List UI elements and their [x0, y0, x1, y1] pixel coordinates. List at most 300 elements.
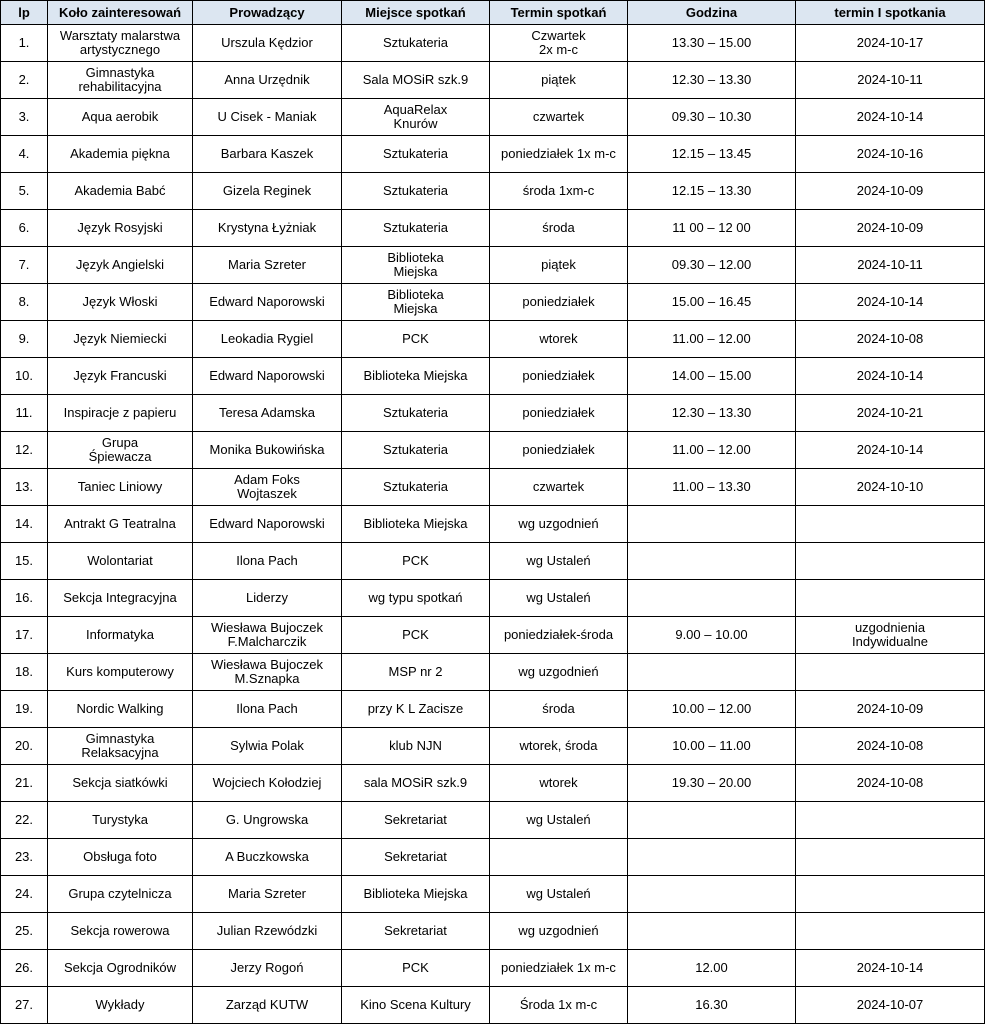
cell-group [48, 728, 193, 765]
cell-lp-text: 24. [14, 886, 34, 901]
cell-lp-text: 25. [14, 923, 34, 938]
cell-first-meeting [796, 580, 985, 617]
header-first-meeting: termin I spotkania [796, 1, 985, 25]
cell-hours-text: 11.00 – 12.00 [672, 442, 751, 457]
cell-lp [1, 802, 48, 839]
cell-schedule [490, 580, 628, 617]
cell-hours [628, 802, 796, 839]
cell-place [342, 543, 490, 580]
cell-group-text: Gimnastyka Relaksacyjna [81, 731, 159, 760]
cell-place-text: Sztukateria [382, 442, 449, 457]
cell-leader [193, 321, 342, 358]
cell-first-meeting [796, 136, 985, 173]
cell-lp-text: 12. [14, 442, 34, 457]
cell-place [342, 728, 490, 765]
cell-schedule [490, 839, 628, 876]
header-leader: Prowadzący [193, 1, 342, 25]
table-row [1, 654, 985, 691]
cell-lp-text: 8. [18, 294, 30, 309]
cell-first-meeting [796, 25, 985, 62]
cell-first-meeting-text: 2024-10-08 [856, 775, 924, 790]
cell-group [48, 654, 193, 691]
table-row [1, 99, 985, 136]
cell-first-meeting [796, 247, 985, 284]
table-row [1, 469, 985, 506]
cell-hours-text: 13.30 – 15.00 [671, 35, 752, 50]
cell-leader [193, 506, 342, 543]
cell-place [342, 25, 490, 62]
cell-schedule [490, 691, 628, 728]
cell-first-meeting-text: 2024-10-11 [857, 257, 923, 272]
cell-lp-text: 14. [14, 516, 34, 531]
cell-first-meeting [796, 321, 985, 358]
cell-place [342, 469, 490, 506]
table-row [1, 432, 985, 469]
cell-leader [193, 469, 342, 506]
cell-schedule [490, 987, 628, 1024]
cell-place [342, 691, 490, 728]
cell-group-text: Sekcja Integracyjna [63, 590, 177, 605]
cell-group [48, 173, 193, 210]
cell-leader-text: Edward Naporowski [209, 294, 325, 309]
cell-schedule-text: czwartek [532, 109, 585, 124]
cell-lp-text: 17. [14, 627, 34, 642]
cell-lp [1, 728, 48, 765]
cell-group-text: Grupa Śpiewacza [88, 435, 152, 464]
cell-place-text: PCK [402, 553, 429, 568]
cell-group [48, 395, 193, 432]
cell-schedule-text: poniedziałek-środa [503, 627, 614, 642]
table-row [1, 247, 985, 284]
cell-first-meeting-text: 2024-10-10 [856, 479, 924, 494]
cell-group [48, 913, 193, 950]
cell-leader-text: Teresa Adamska [218, 405, 316, 420]
cell-group-text: Taniec Liniowy [77, 479, 163, 494]
cell-hours-text: 12.00 [695, 960, 728, 975]
cell-leader [193, 25, 342, 62]
table-row [1, 62, 985, 99]
cell-hours-text: 11 00 – 12 00 [672, 220, 751, 235]
cell-lp [1, 62, 48, 99]
cell-first-meeting [796, 358, 985, 395]
cell-schedule [490, 247, 628, 284]
cell-place [342, 210, 490, 247]
cell-place-text: Biblioteka Miejska [363, 516, 468, 531]
cell-hours-text: 12.15 – 13.30 [671, 183, 752, 198]
cell-first-meeting-text: 2024-10-09 [856, 183, 924, 198]
cell-leader-text: Adam Foks Wojtaszek [234, 472, 300, 501]
cell-leader-text: Urszula Kędzior [221, 35, 313, 50]
cell-first-meeting-text: 2024-10-11 [857, 72, 923, 87]
cell-group-text: Gimnastyka rehabilitacyjna [78, 65, 162, 94]
cell-first-meeting [796, 62, 985, 99]
cell-place-text: wg typu spotkań [368, 590, 463, 605]
cell-hours [628, 247, 796, 284]
cell-lp [1, 321, 48, 358]
table-row [1, 765, 985, 802]
cell-lp [1, 432, 48, 469]
cell-group-text: Nordic Walking [76, 701, 164, 716]
cell-leader-text: Edward Naporowski [209, 516, 325, 531]
table-row [1, 210, 985, 247]
cell-group [48, 469, 193, 506]
cell-lp [1, 617, 48, 654]
cell-lp-text: 4. [18, 146, 30, 161]
cell-leader-text: Anna Urzędnik [224, 72, 310, 87]
cell-leader-text: A Buczkowska [225, 849, 309, 864]
cell-hours-text: 10.00 – 11.00 [672, 738, 751, 753]
cell-group [48, 802, 193, 839]
cell-group [48, 284, 193, 321]
cell-lp [1, 136, 48, 173]
cell-group-text: Obsługa foto [83, 849, 157, 864]
cell-place [342, 506, 490, 543]
cell-group [48, 136, 193, 173]
cell-lp-text: 23. [14, 849, 34, 864]
cell-place [342, 580, 490, 617]
cell-hours [628, 876, 796, 913]
cell-lp [1, 950, 48, 987]
cell-schedule [490, 469, 628, 506]
cell-hours-text: 12.15 – 13.45 [671, 146, 752, 161]
cell-group [48, 839, 193, 876]
cell-first-meeting [796, 654, 985, 691]
cell-group [48, 25, 193, 62]
cell-place [342, 136, 490, 173]
cell-group [48, 506, 193, 543]
cell-hours [628, 469, 796, 506]
cell-group-text: Kurs komputerowy [66, 664, 174, 679]
cell-schedule-text: wtorek [539, 775, 578, 790]
cell-place [342, 432, 490, 469]
cell-leader-text: G. Ungrowska [225, 812, 309, 827]
cell-hours [628, 284, 796, 321]
cell-leader-text: Ilona Pach [236, 701, 298, 716]
table-row [1, 284, 985, 321]
cell-hours-text: 11.00 – 13.30 [672, 479, 751, 494]
cell-group-text: Turystyka [92, 812, 148, 827]
cell-hours [628, 765, 796, 802]
cell-group [48, 987, 193, 1024]
cell-leader [193, 284, 342, 321]
cell-leader-text: Wiesława Bujoczek F.Malcharczik [211, 620, 323, 649]
cell-lp [1, 99, 48, 136]
cell-hours [628, 691, 796, 728]
cell-place-text: sala MOSiR szk.9 [363, 775, 468, 790]
cell-hours [628, 654, 796, 691]
cell-place-text: Biblioteka Miejska [387, 287, 444, 316]
cell-hours [628, 617, 796, 654]
cell-hours-text: 9.00 – 10.00 [675, 627, 748, 642]
cell-hours [628, 136, 796, 173]
cell-leader [193, 765, 342, 802]
cell-hours [628, 25, 796, 62]
cell-hours-text: 11.00 – 12.00 [672, 331, 751, 346]
cell-place-text: klub NJN [389, 738, 442, 753]
cell-leader-text: Barbara Kaszek [220, 146, 314, 161]
cell-first-meeting-text: 2024-10-14 [856, 442, 924, 457]
cell-schedule-text: poniedziałek [522, 405, 595, 420]
cell-group-text: Inspiracje z papieru [63, 405, 177, 420]
table-row [1, 321, 985, 358]
cell-first-meeting [796, 543, 985, 580]
cell-first-meeting [796, 987, 985, 1024]
cell-schedule-text: poniedziałek 1x m-c [501, 960, 616, 975]
cell-schedule [490, 136, 628, 173]
cell-schedule-text: środa [542, 220, 575, 235]
cell-first-meeting-text: 2024-10-17 [856, 35, 924, 50]
cell-lp-text: 3. [18, 109, 30, 124]
table-row [1, 358, 985, 395]
cell-schedule-text: poniedziałek [522, 294, 595, 309]
cell-schedule [490, 284, 628, 321]
cell-place-text: PCK [402, 331, 429, 346]
table-row [1, 173, 985, 210]
cell-place-text: Sztukateria [382, 183, 449, 198]
cell-first-meeting [796, 395, 985, 432]
cell-schedule [490, 99, 628, 136]
cell-group [48, 247, 193, 284]
cell-first-meeting-text: 2024-10-08 [856, 331, 924, 346]
cell-lp-text: 13. [14, 479, 34, 494]
cell-first-meeting [796, 284, 985, 321]
cell-lp [1, 247, 48, 284]
cell-leader [193, 136, 342, 173]
cell-place-text: Kino Scena Kultury [360, 997, 471, 1012]
cell-place [342, 358, 490, 395]
cell-lp-text: 19. [14, 701, 34, 716]
cell-hours-text: 09.30 – 10.30 [671, 109, 752, 124]
cell-schedule-text: poniedziałek [522, 442, 595, 457]
cell-schedule-text: wg uzgodnień [518, 664, 599, 679]
cell-place [342, 839, 490, 876]
header-group: Koło zainteresowań [48, 1, 193, 25]
cell-place [342, 802, 490, 839]
cell-leader [193, 617, 342, 654]
table-row [1, 802, 985, 839]
cell-leader-text: U Cisek - Maniak [217, 109, 317, 124]
cell-schedule-text: wg uzgodnień [518, 923, 599, 938]
cell-lp-text: 5. [18, 183, 30, 198]
cell-lp [1, 691, 48, 728]
cell-first-meeting-text: 2024-10-14 [856, 294, 924, 309]
cell-group-text: Grupa czytelnicza [68, 886, 172, 901]
cell-first-meeting [796, 913, 985, 950]
cell-schedule-text: wg Ustaleń [526, 886, 591, 901]
cell-lp [1, 765, 48, 802]
cell-lp-text: 18. [14, 664, 34, 679]
cell-schedule-text: wtorek [539, 331, 578, 346]
cell-place [342, 876, 490, 913]
cell-place [342, 321, 490, 358]
table-row [1, 987, 985, 1024]
cell-place-text: Sekretariat [384, 923, 447, 938]
cell-hours [628, 395, 796, 432]
cell-schedule [490, 913, 628, 950]
cell-lp [1, 876, 48, 913]
cell-hours [628, 987, 796, 1024]
cell-group [48, 321, 193, 358]
cell-first-meeting [796, 210, 985, 247]
cell-leader-text: Jerzy Rogoń [230, 960, 304, 975]
cell-place [342, 987, 490, 1024]
cell-leader [193, 728, 342, 765]
cell-place-text: Sztukateria [382, 35, 449, 50]
cell-first-meeting-text: 2024-10-07 [856, 997, 924, 1012]
cell-hours [628, 432, 796, 469]
cell-schedule [490, 654, 628, 691]
cell-hours [628, 950, 796, 987]
table-body [1, 25, 985, 1024]
cell-lp [1, 913, 48, 950]
cell-place-text: Biblioteka Miejska [363, 368, 468, 383]
table-row [1, 580, 985, 617]
cell-first-meeting-text: 2024-10-14 [856, 960, 924, 975]
cell-place-text: AquaRelax Knurów [383, 102, 448, 131]
cell-schedule-text: piątek [541, 257, 576, 272]
cell-hours [628, 173, 796, 210]
cell-hours [628, 62, 796, 99]
cell-schedule [490, 358, 628, 395]
cell-leader-text: Sylwia Polak [230, 738, 304, 753]
cell-leader [193, 691, 342, 728]
cell-lp [1, 543, 48, 580]
cell-leader [193, 432, 342, 469]
cell-schedule [490, 765, 628, 802]
table-row [1, 136, 985, 173]
cell-place [342, 765, 490, 802]
cell-hours [628, 913, 796, 950]
cell-lp [1, 25, 48, 62]
cell-lp [1, 987, 48, 1024]
cell-group-text: Antrakt G Teatralna [64, 516, 176, 531]
cell-schedule [490, 62, 628, 99]
cell-lp-text: 6. [18, 220, 30, 235]
cell-place-text: MSP nr 2 [388, 664, 443, 679]
cell-lp-text: 2. [18, 72, 30, 87]
cell-schedule-text: wtorek, środa [519, 738, 598, 753]
table-row [1, 691, 985, 728]
cell-leader [193, 395, 342, 432]
cell-first-meeting [796, 617, 985, 654]
cell-schedule [490, 506, 628, 543]
cell-group [48, 99, 193, 136]
table-row [1, 839, 985, 876]
cell-group [48, 210, 193, 247]
cell-leader-text: Monika Bukowińska [209, 442, 325, 457]
cell-group-text: Wykłady [95, 997, 145, 1012]
cell-leader-text: Julian Rzewódzki [216, 923, 318, 938]
cell-hours [628, 839, 796, 876]
table-row [1, 543, 985, 580]
cell-group [48, 617, 193, 654]
cell-place [342, 173, 490, 210]
cell-leader-text: Ilona Pach [236, 553, 298, 568]
cell-leader [193, 62, 342, 99]
cell-lp [1, 654, 48, 691]
cell-place-text: Sala MOSiR szk.9 [362, 72, 469, 87]
table-row [1, 395, 985, 432]
cell-leader [193, 173, 342, 210]
table-row [1, 913, 985, 950]
cell-lp [1, 839, 48, 876]
cell-place [342, 284, 490, 321]
cell-group [48, 358, 193, 395]
cell-group-text: Język Włoski [82, 294, 158, 309]
table-row [1, 950, 985, 987]
cell-hours-text: 12.30 – 13.30 [671, 405, 752, 420]
cell-place-text: Biblioteka Miejska [387, 250, 444, 279]
cell-first-meeting [796, 173, 985, 210]
table-row [1, 876, 985, 913]
cell-first-meeting-text: 2024-10-09 [856, 701, 924, 716]
cell-schedule [490, 802, 628, 839]
cell-schedule [490, 950, 628, 987]
table-row [1, 506, 985, 543]
cell-place [342, 913, 490, 950]
cell-hours [628, 728, 796, 765]
cell-leader [193, 987, 342, 1024]
cell-place-text: PCK [402, 627, 429, 642]
cell-place [342, 654, 490, 691]
cell-lp-text: 1. [18, 35, 30, 50]
cell-lp [1, 358, 48, 395]
cell-leader-text: Maria Szreter [227, 886, 307, 901]
cell-hours-text: 14.00 – 15.00 [671, 368, 752, 383]
table-row [1, 25, 985, 62]
cell-leader [193, 802, 342, 839]
cell-hours-text: 10.00 – 12.00 [671, 701, 752, 716]
cell-leader [193, 913, 342, 950]
cell-first-meeting-text: 2024-10-14 [856, 109, 924, 124]
cell-lp [1, 284, 48, 321]
cell-hours-text: 09.30 – 12.00 [671, 257, 752, 272]
cell-first-meeting-text: uzgodnienia Indywidualne [852, 620, 928, 649]
cell-schedule-text: środa [542, 701, 575, 716]
cell-first-meeting-text: 2024-10-14 [856, 368, 924, 383]
cell-first-meeting [796, 765, 985, 802]
cell-place-text: Sztukateria [382, 146, 449, 161]
cell-leader-text: Zarząd KUTW [225, 997, 309, 1012]
cell-schedule-text: środa 1xm-c [522, 183, 595, 198]
cell-leader-text: Krystyna Łyżniak [217, 220, 317, 235]
header-row [1, 1, 985, 25]
cell-first-meeting [796, 802, 985, 839]
cell-lp-text: 11. [15, 405, 33, 420]
cell-hours-text: 16.30 [695, 997, 728, 1012]
cell-hours-text: 19.30 – 20.00 [671, 775, 752, 790]
cell-schedule-text: wg Ustaleń [526, 553, 591, 568]
cell-schedule-text: wg Ustaleń [526, 812, 591, 827]
cell-schedule-text: poniedziałek [522, 368, 595, 383]
cell-lp [1, 173, 48, 210]
cell-leader [193, 99, 342, 136]
cell-leader-text: Edward Naporowski [209, 368, 325, 383]
cell-leader [193, 543, 342, 580]
cell-schedule [490, 617, 628, 654]
cell-group-text: Język Angielski [75, 257, 165, 272]
cell-hours [628, 358, 796, 395]
cell-place-text: przy K L Zacisze [367, 701, 464, 716]
cell-hours [628, 210, 796, 247]
cell-lp-text: 27. [14, 997, 34, 1012]
cell-schedule-text: wg uzgodnień [518, 516, 599, 531]
cell-first-meeting-text: 2024-10-08 [856, 738, 924, 753]
cell-first-meeting-text: 2024-10-09 [856, 220, 924, 235]
cell-leader [193, 580, 342, 617]
cell-leader-text: Liderzy [246, 590, 288, 605]
cell-lp-text: 15. [14, 553, 34, 568]
